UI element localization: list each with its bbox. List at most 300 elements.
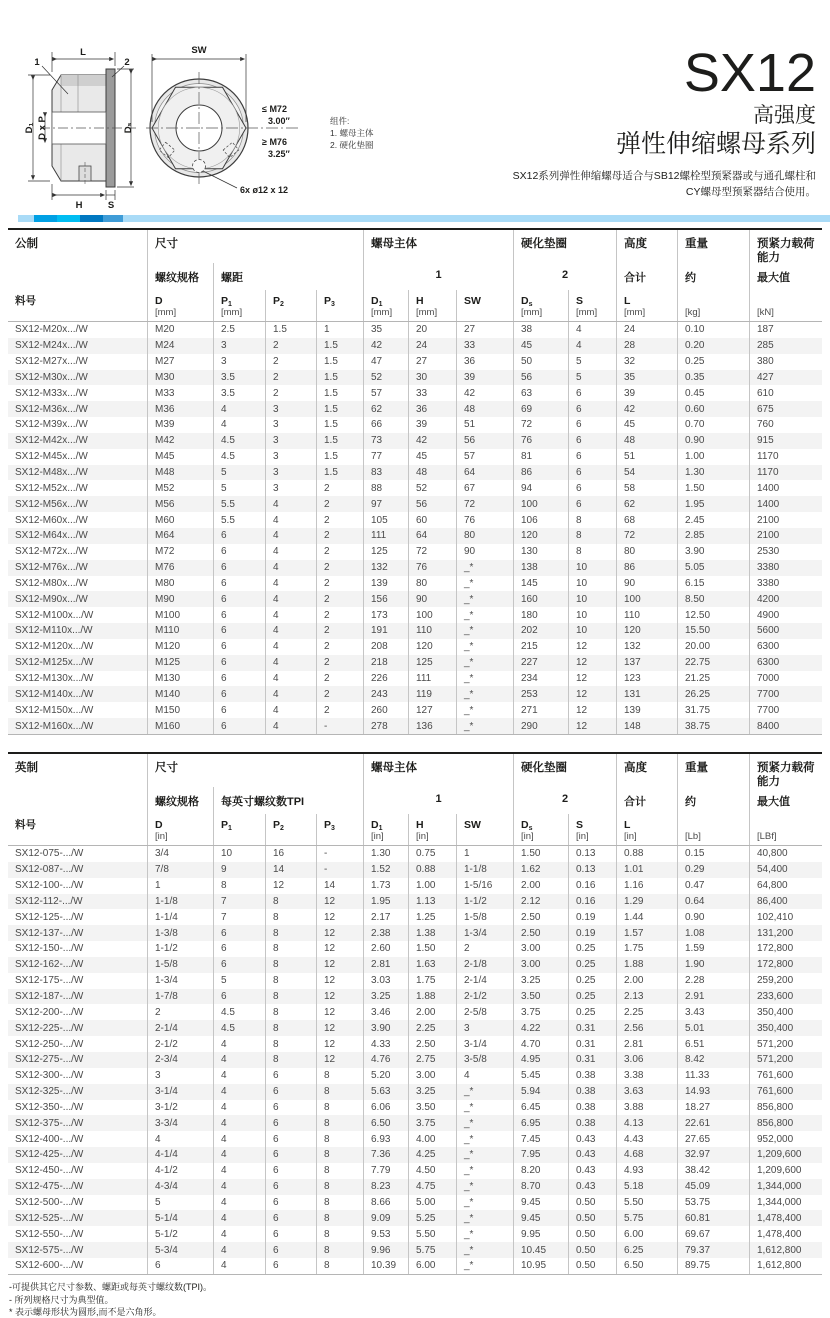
column-letter-text: P: [221, 295, 229, 307]
group-header-cell: 硬化垫圈: [513, 230, 616, 266]
part-number-cell: SX12-225-.../W: [15, 1022, 84, 1034]
value-cell: 125: [408, 655, 456, 671]
value-cell: 1-5/8: [147, 957, 213, 973]
value-cell: 3: [265, 465, 316, 481]
value-cell: 8: [568, 528, 616, 544]
column-letter-subscript: 1: [378, 825, 383, 832]
value-cell: 50: [513, 354, 568, 370]
table-row: [8, 480, 822, 496]
product-title: SX12: [683, 43, 816, 103]
value-cell: _*: [456, 607, 513, 623]
value-cell: 1,344,000: [749, 1179, 822, 1195]
sub-header-cell: 每英寸螺纹数TPI: [213, 787, 363, 814]
value-cell: 132: [363, 560, 408, 576]
value-cell: 0.25: [568, 1004, 616, 1020]
value-cell: 5.94: [513, 1084, 568, 1100]
value-cell: 39: [408, 417, 456, 433]
column-letter-text: P: [221, 819, 229, 831]
value-cell: 7.79: [363, 1163, 408, 1179]
value-cell: 52: [363, 370, 408, 386]
value-cell: 4: [265, 576, 316, 592]
value-cell: 5: [568, 370, 616, 386]
value-cell: 119: [408, 686, 456, 702]
value-cell: 97: [363, 496, 408, 512]
note-bolt-holes: 6x ø12 x 12: [240, 185, 289, 195]
column-letter: [521, 817, 568, 830]
value-cell: 4.75: [408, 1179, 456, 1195]
value-cell: 3: [265, 433, 316, 449]
value-cell: 6: [213, 925, 265, 941]
value-cell: 52: [408, 480, 456, 496]
value-cell: _*: [456, 1131, 513, 1147]
value-cell: 14: [316, 878, 363, 894]
column-unit: [mm]: [416, 307, 438, 318]
value-cell: M90: [147, 591, 213, 607]
callout-1: 1: [34, 57, 40, 68]
value-cell: 45.09: [677, 1179, 749, 1195]
value-cell: 9.45: [513, 1195, 568, 1211]
value-cell: 38: [513, 322, 568, 338]
column-letter: [757, 293, 822, 306]
value-cell: 6300: [749, 639, 822, 655]
value-cell: M150: [147, 702, 213, 718]
value-cell: 76: [408, 560, 456, 576]
value-cell: 4.5: [213, 449, 265, 465]
value-cell: 1,209,600: [749, 1163, 822, 1179]
value-cell: 0.75: [408, 846, 456, 862]
value-cell: 47: [363, 354, 408, 370]
bar-segment: [123, 215, 830, 222]
value-cell: _*: [456, 1115, 513, 1131]
column-letter: [371, 293, 408, 306]
value-cell: 24: [616, 322, 677, 338]
value-cell: 8: [316, 1258, 363, 1274]
value-cell: 8: [568, 512, 616, 528]
value-cell: 3380: [749, 576, 822, 592]
value-cell: 6: [213, 989, 265, 1005]
value-cell: 1.29: [616, 894, 677, 910]
legend-title: 组件:: [330, 116, 350, 126]
value-cell: _*: [456, 591, 513, 607]
metric-table: [8, 228, 822, 735]
value-cell: 4.33: [363, 1036, 408, 1052]
column-letter-text: S: [576, 819, 584, 831]
table-row: [8, 560, 822, 576]
value-cell: 1.75: [408, 973, 456, 989]
value-cell: 5-1/4: [147, 1210, 213, 1226]
column-header-cell: [568, 290, 616, 321]
value-cell: 4.76: [363, 1052, 408, 1068]
value-cell: 6.50: [363, 1115, 408, 1131]
value-cell: 48: [616, 433, 677, 449]
value-cell: 1.95: [363, 894, 408, 910]
value-cell: 6300: [749, 655, 822, 671]
part-number-cell: SX12-M33x.../W: [15, 387, 88, 399]
value-cell: 0.10: [677, 322, 749, 338]
value-cell: M120: [147, 639, 213, 655]
value-cell: 1400: [749, 496, 822, 512]
value-cell: 6.50: [616, 1258, 677, 1274]
value-cell: 5.75: [408, 1242, 456, 1258]
value-cell: 1.90: [677, 957, 749, 973]
part-number-cell: SX12-M100x.../W: [15, 609, 94, 621]
title-block: [512, 43, 816, 200]
column-letter-text: H: [416, 819, 424, 831]
value-cell: 2.81: [616, 1036, 677, 1052]
value-cell: M100: [147, 607, 213, 623]
value-cell: 3.75: [408, 1115, 456, 1131]
part-number-cell: SX12-M90x.../W: [15, 593, 88, 605]
part-number-cell: SX12-M80x.../W: [15, 577, 88, 589]
value-cell: 80: [408, 576, 456, 592]
part-number-cell: SX12-162-.../W: [15, 959, 84, 971]
value-cell: 5.20: [363, 1068, 408, 1084]
column-header-cell: [265, 290, 316, 321]
value-cell: _*: [456, 1195, 513, 1211]
value-cell: 24: [408, 338, 456, 354]
value-cell: 1.08: [677, 925, 749, 941]
value-cell: 4: [265, 671, 316, 687]
column-letter-subscript: s: [528, 825, 533, 832]
value-cell: 6: [265, 1068, 316, 1084]
value-cell: 1170: [749, 465, 822, 481]
part-number-cell: SX12-500-.../W: [15, 1196, 84, 1208]
value-cell: 9.53: [363, 1226, 408, 1242]
value-cell: 0.25: [568, 973, 616, 989]
value-cell: 5.18: [616, 1179, 677, 1195]
value-cell: 1.30: [677, 465, 749, 481]
value-cell: 2.00: [616, 973, 677, 989]
value-cell: 0.25: [677, 354, 749, 370]
value-cell: M80: [147, 576, 213, 592]
technical-drawing: [0, 2, 460, 215]
sub-header-cell: 螺纹规格: [147, 263, 213, 290]
value-cell: 5.00: [408, 1195, 456, 1211]
value-cell: 62: [363, 401, 408, 417]
value-cell: 3380: [749, 560, 822, 576]
value-cell: 4: [568, 338, 616, 354]
part-number-cell: SX12-M125x.../W: [15, 657, 94, 669]
value-cell: 4: [213, 1147, 265, 1163]
value-cell: 38.75: [677, 718, 749, 734]
front-view: [146, 45, 300, 195]
value-cell: 6: [265, 1131, 316, 1147]
value-cell: 4-1/2: [147, 1163, 213, 1179]
value-cell: 12: [568, 671, 616, 687]
value-cell: 278: [363, 718, 408, 734]
value-cell: 2.50: [513, 909, 568, 925]
column-unit: [in]: [155, 831, 168, 842]
column-header-cell: [568, 814, 616, 845]
column-unit: [mm]: [221, 307, 243, 318]
value-cell: 10.45: [513, 1242, 568, 1258]
dim-label-ds: Dₛ: [123, 122, 134, 134]
column-letter-text: SW: [464, 819, 481, 831]
value-cell: 4: [213, 1179, 265, 1195]
value-cell: 76: [456, 512, 513, 528]
value-cell: 4: [213, 401, 265, 417]
value-cell: 88: [363, 480, 408, 496]
column-header-cell: [363, 290, 408, 321]
value-cell: 1.5: [316, 354, 363, 370]
value-cell: 110: [408, 623, 456, 639]
value-cell: 12: [265, 878, 316, 894]
value-cell: 8.20: [513, 1163, 568, 1179]
value-cell: 5-3/4: [147, 1242, 213, 1258]
value-cell: 6.45: [513, 1100, 568, 1116]
column-header-cell: [213, 290, 265, 321]
table-row: [8, 607, 822, 623]
sub-header-cell: 2: [513, 263, 616, 290]
value-cell: 8: [265, 1004, 316, 1020]
value-cell: 2-1/4: [147, 1020, 213, 1036]
column-letter-text: D: [371, 819, 379, 831]
table-row: [8, 544, 822, 560]
value-cell: 4: [456, 1068, 513, 1084]
value-cell: _*: [456, 1100, 513, 1116]
value-cell: 0.13: [568, 846, 616, 862]
value-cell: 8: [316, 1131, 363, 1147]
sub-header-cell: 螺纹规格: [147, 787, 213, 814]
table-row: [8, 576, 822, 592]
value-cell: 5.75: [616, 1210, 677, 1226]
value-cell: 6: [213, 686, 265, 702]
group-header-cell: 高度: [616, 754, 677, 790]
table-row: [8, 846, 822, 862]
value-cell: 7/8: [147, 862, 213, 878]
value-cell: _*: [456, 1258, 513, 1274]
value-cell: 2.00: [513, 878, 568, 894]
value-cell: M20: [147, 322, 213, 338]
value-cell: 7: [213, 909, 265, 925]
value-cell: 5.5: [213, 512, 265, 528]
value-cell: 4: [265, 560, 316, 576]
value-cell: 3.90: [677, 544, 749, 560]
value-cell: 5: [213, 973, 265, 989]
value-cell: 1: [456, 846, 513, 862]
table-row: [8, 1036, 822, 1052]
column-header-cell: [408, 290, 456, 321]
value-cell: 1.50: [677, 480, 749, 496]
value-cell: M48: [147, 465, 213, 481]
value-cell: 2: [316, 671, 363, 687]
value-cell: 915: [749, 433, 822, 449]
value-cell: 12: [568, 639, 616, 655]
value-cell: 4.22: [513, 1020, 568, 1036]
value-cell: M42: [147, 433, 213, 449]
value-cell: 234: [513, 671, 568, 687]
column-header-cell: [677, 814, 749, 845]
column-letter: [757, 817, 822, 830]
value-cell: 8.70: [513, 1179, 568, 1195]
value-cell: 0.16: [568, 878, 616, 894]
bar-segment: [103, 215, 123, 222]
part-number-cell: SX12-M45x.../W: [15, 451, 88, 463]
column-letter: [324, 293, 363, 306]
value-cell: 4: [265, 496, 316, 512]
value-cell: 72: [408, 544, 456, 560]
value-cell: 12: [316, 989, 363, 1005]
value-cell: M140: [147, 686, 213, 702]
table-row: [8, 1195, 822, 1211]
value-cell: 42: [456, 385, 513, 401]
part-number-cell: SX12-M20x.../W: [15, 324, 88, 336]
value-cell: 0.88: [408, 862, 456, 878]
footnote-3: * 表示螺母形状为圆形,而不是六角形。: [9, 1307, 162, 1318]
column-unit: [in]: [624, 831, 637, 842]
value-cell: 290: [513, 718, 568, 734]
product-subtitle-strength: 高强度: [753, 104, 816, 127]
value-cell: 0.38: [568, 1068, 616, 1084]
value-cell: 9: [213, 862, 265, 878]
table-body: [8, 322, 822, 735]
value-cell: 2.50: [408, 1036, 456, 1052]
column-letter-text: 料号: [15, 295, 36, 307]
value-cell: 9.96: [363, 1242, 408, 1258]
value-cell: 4.13: [616, 1115, 677, 1131]
value-cell: M60: [147, 512, 213, 528]
table-row: [8, 1163, 822, 1179]
value-cell: 4: [213, 1052, 265, 1068]
column-letter: [221, 817, 265, 830]
value-cell: 5: [213, 480, 265, 496]
value-cell: 6: [213, 544, 265, 560]
value-cell: 571,200: [749, 1052, 822, 1068]
table-row: [8, 370, 822, 386]
column-letter: [576, 817, 616, 830]
value-cell: 1-3/4: [456, 925, 513, 941]
value-cell: 0.15: [677, 846, 749, 862]
column-header-cell: [213, 814, 265, 845]
callout-2: 2: [124, 57, 130, 68]
value-cell: 7700: [749, 686, 822, 702]
value-cell: 0.47: [677, 878, 749, 894]
value-cell: 3: [213, 354, 265, 370]
value-cell: 6: [568, 480, 616, 496]
column-header-cell: [265, 814, 316, 845]
table-row: [8, 528, 822, 544]
value-cell: 8: [265, 1036, 316, 1052]
value-cell: 0.60: [677, 401, 749, 417]
value-cell: 72: [616, 528, 677, 544]
column-letter: [624, 293, 677, 306]
value-cell: 0.50: [568, 1210, 616, 1226]
value-cell: 7700: [749, 702, 822, 718]
value-cell: 6.00: [408, 1258, 456, 1274]
value-cell: 1,478,400: [749, 1226, 822, 1242]
bar-segment: [80, 215, 103, 222]
column-letter: [685, 293, 749, 306]
value-cell: 1-7/8: [147, 989, 213, 1005]
value-cell: 4: [265, 686, 316, 702]
value-cell: -: [316, 718, 363, 734]
table-row: [8, 989, 822, 1005]
value-cell: 0.90: [677, 909, 749, 925]
value-cell: 8400: [749, 718, 822, 734]
value-cell: 5.63: [363, 1084, 408, 1100]
value-cell: 6: [265, 1100, 316, 1116]
value-cell: 1-5/16: [456, 878, 513, 894]
value-cell: 10.95: [513, 1258, 568, 1274]
value-cell: 1.95: [677, 496, 749, 512]
value-cell: 1-5/8: [456, 909, 513, 925]
table-row: [8, 925, 822, 941]
note-min-round-in: 3.25″: [268, 149, 290, 159]
column-letter: [521, 293, 568, 306]
value-cell: 3/4: [147, 846, 213, 862]
value-cell: 218: [363, 655, 408, 671]
value-cell: 5.50: [616, 1195, 677, 1211]
value-cell: 90: [456, 544, 513, 560]
value-cell: 187: [749, 322, 822, 338]
group-header-cell: 高度: [616, 230, 677, 266]
column-unit: [in]: [576, 831, 589, 842]
value-cell: 3: [147, 1068, 213, 1084]
value-cell: 130: [513, 544, 568, 560]
dim-label-sw: SW: [191, 45, 207, 56]
value-cell: 6: [213, 957, 265, 973]
value-cell: 1.63: [408, 957, 456, 973]
value-cell: 2.25: [408, 1020, 456, 1036]
table-body: [8, 846, 822, 1275]
legend-item-2: 2. 硬化垫圈: [330, 140, 374, 150]
column-header-cell: [513, 290, 568, 321]
part-number-cell: SX12-M160x.../W: [15, 720, 94, 732]
group-header-row: [8, 230, 822, 263]
part-number-cell: SX12-525-.../W: [15, 1212, 84, 1224]
value-cell: 4: [147, 1131, 213, 1147]
value-cell: 3.43: [677, 1004, 749, 1020]
value-cell: 760: [749, 417, 822, 433]
value-cell: 3.46: [363, 1004, 408, 1020]
value-cell: 6: [213, 702, 265, 718]
value-cell: 57: [363, 385, 408, 401]
value-cell: M72: [147, 544, 213, 560]
value-cell: 1.62: [513, 862, 568, 878]
value-cell: 51: [456, 417, 513, 433]
sub-header-cell: [8, 263, 147, 290]
value-cell: 33: [456, 338, 513, 354]
value-cell: 0.70: [677, 417, 749, 433]
column-unit: [in]: [521, 831, 534, 842]
part-number-cell: SX12-075-.../W: [15, 848, 84, 860]
value-cell: 6: [265, 1195, 316, 1211]
value-cell: 4900: [749, 607, 822, 623]
table-row: [8, 909, 822, 925]
value-cell: 22.61: [677, 1115, 749, 1131]
value-cell: 72: [456, 496, 513, 512]
value-cell: 4: [265, 607, 316, 623]
part-number-cell: SX12-M150x.../W: [15, 704, 94, 716]
value-cell: 12: [568, 655, 616, 671]
part-number-cell: SX12-M39x.../W: [15, 419, 88, 431]
note-max-hex-in: 3.00″: [268, 116, 290, 126]
value-cell: 6: [213, 560, 265, 576]
value-cell: 0.90: [677, 433, 749, 449]
value-cell: 125: [363, 544, 408, 560]
table-row: [8, 973, 822, 989]
value-cell: 62: [616, 496, 677, 512]
part-number-cell: SX12-M42x.../W: [15, 435, 88, 447]
value-cell: 15.50: [677, 623, 749, 639]
value-cell: 12: [316, 1004, 363, 1020]
table-row: [8, 1068, 822, 1084]
value-cell: 2: [147, 1004, 213, 1020]
table-row: [8, 623, 822, 639]
value-cell: M76: [147, 560, 213, 576]
value-cell: 8: [265, 894, 316, 910]
table-row: [8, 512, 822, 528]
